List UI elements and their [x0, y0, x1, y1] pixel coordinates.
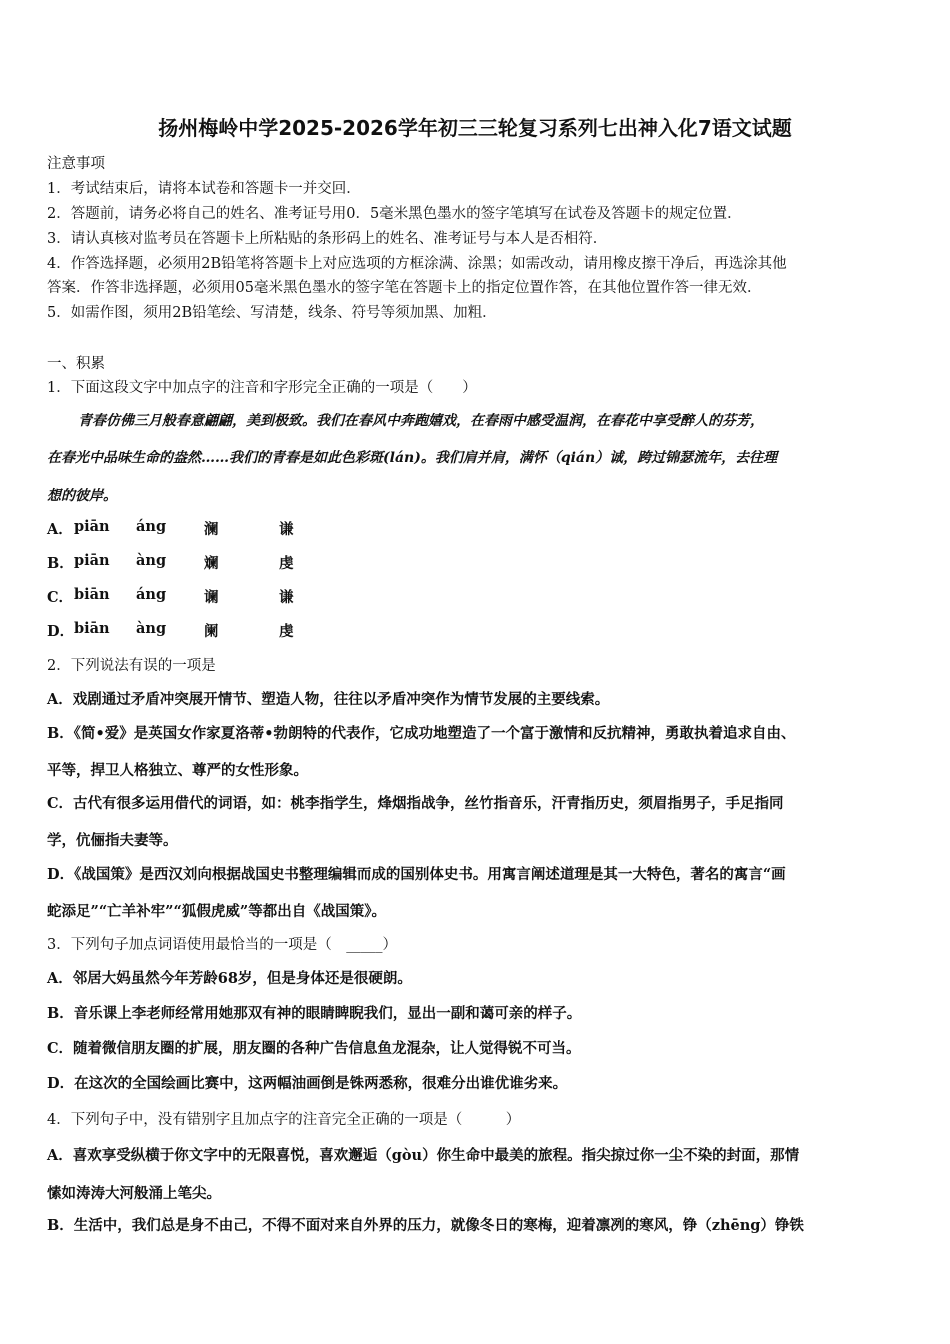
option-pinyin: àng — [136, 552, 167, 569]
notice-item: 4．作答选择题，必须用2B铅笔将答题卡上对应选项的方框涂满、涂黑；如需改动，请用橡皮擦干净后，再选涂其他 — [47, 256, 787, 272]
notice-heading: 注意事项 — [47, 156, 105, 172]
question-1-passage-line: 青春仿佛三月般春意翩翩，美到极致。我们在春风中奔跑嬉戏，在春雨中感受温润，在春花中享受醉人的芬芳， — [78, 413, 764, 429]
option-label: B． — [47, 555, 74, 572]
option-char: 虔 — [279, 623, 294, 640]
option-pinyin: piān — [74, 518, 110, 535]
question-3-option-line: C．随着微信朋友圈的扩展，朋友圈的各种广告信息鱼龙混杂，让人觉得锐不可当。 — [47, 1040, 581, 1057]
section-heading: 一、积累 — [47, 356, 105, 372]
question-3-option-line: A．邻居大妈虽然今年芳龄68岁，但是身体还是很硬朗。 — [47, 970, 412, 987]
notice-item: 答案．作答非选择题，必须用05毫米黑色墨水的签字笔在答题卡上的指定位置作答，在其他位置作答一律无效． — [47, 280, 762, 296]
question-2-option-line: C．古代有很多运用借代的词语，如：桃李指学生，烽烟指战争，丝竹指音乐，汗青指历史，须眉指男子，手足指同 — [47, 795, 784, 812]
option-char: 斓 — [204, 555, 219, 572]
option-pinyin: piān — [74, 552, 110, 569]
notice-item: 5．如需作图，须用2B铅笔绘、写清楚，线条、符号等须加黑、加粗． — [47, 305, 497, 321]
question-4-option-line: A．喜欢享受纵横于你文字中的无限喜悦，喜欢邂逅（gòu）你生命中最美的旅程。指尖掠过你一尘不染的封面，那情 — [47, 1147, 800, 1164]
question-2-stem: 2．下列说法有误的一项是 — [47, 658, 216, 674]
question-1-stem: 1．下面这段文字中加点字的注音和字形完全正确的一项是（ ） — [47, 380, 477, 396]
question-1-passage-line: 在春光中品味生命的盎然……我们的青春是如此色彩斑(lán)。我们肩并肩，满怀（qián）诚，跨过锦瑟流年，去往理 — [47, 450, 778, 466]
question-1-passage-line: 想的彼岸。 — [47, 488, 117, 504]
option-char: 澜 — [204, 521, 219, 538]
page-title: 扬州梅岭中学2025-2026学年初三三轮复习系列七出神入化7语文试题 — [158, 116, 792, 140]
option-char: 谦 — [279, 521, 294, 538]
question-2-option-line: A．戏剧通过矛盾冲突展开情节、塑造人物，往往以矛盾冲突作为情节发展的主要线索。 — [47, 691, 610, 708]
question-2-option-line: 学，伉俪指夫妻等。 — [47, 832, 178, 849]
question-4-option-line: 愫如涛涛大河般涌上笔尖。 — [47, 1185, 221, 1202]
question-2-option-line: B．《简•爱》是英国女作家夏洛蒂•勃朗特的代表作，它成功地塑造了一个富于激情和反抗精神，勇敢执着追求自由、 — [47, 725, 796, 742]
question-4-stem: 4．下列句子中，没有错别字且加点字的注音完全正确的一项是（ ） — [47, 1112, 521, 1128]
notice-item: 1．考试结束后，请将本试卷和答题卡一并交回． — [47, 181, 361, 197]
notice-item: 3．请认真核对监考员在答题卡上所粘贴的条形码上的姓名、准考证号与本人是否相符． — [47, 231, 608, 247]
question-4-option-line: B．生活中，我们总是身不由己，不得不面对来自外界的压力，就像冬日的寒梅，迎着凛冽的寒风，铮（zhēng）铮铁 — [47, 1217, 804, 1234]
question-3-stem: 3．下列句子加点词语使用最恰当的一项是（ _____） — [47, 937, 397, 953]
option-label: A． — [47, 521, 73, 538]
option-pinyin: àng — [136, 620, 167, 637]
option-label: D． — [47, 623, 75, 640]
question-3-option-line: D．在这次的全国绘画比赛中，这两幅油画倒是铢两悉称，很难分出谁优谁劣来。 — [47, 1075, 568, 1092]
option-pinyin: áng — [136, 518, 167, 535]
question-2-option-line: 蛇添足”“亡羊补牢”“狐假虎威”等都出自《战国策》。 — [47, 903, 386, 920]
question-3-option-line: B．音乐课上李老师经常用她那双有神的眼睛睥睨我们，显出一副和蔼可亲的样子。 — [47, 1005, 582, 1022]
notice-item: 2．答题前，请务必将自己的姓名、准考证号用0．5毫米黑色墨水的签字笔填写在试卷及答题卡的规定位置． — [47, 206, 742, 222]
option-char: 虔 — [279, 555, 294, 572]
option-pinyin: áng — [136, 586, 167, 603]
question-2-option-line: D．《战国策》是西汉刘向根据战国史书整理编辑而成的国别体史书。用寓言阐述道理是其一大特色，著名的寓言“画 — [47, 866, 786, 883]
option-pinyin: biān — [74, 620, 110, 637]
option-pinyin: biān — [74, 586, 110, 603]
option-label: C． — [47, 589, 74, 606]
option-char: 阑 — [204, 623, 219, 640]
option-char: 谰 — [204, 589, 219, 606]
option-char: 谦 — [279, 589, 294, 606]
question-2-option-line: 平等，捍卫人格独立、尊严的女性形象。 — [47, 762, 308, 779]
